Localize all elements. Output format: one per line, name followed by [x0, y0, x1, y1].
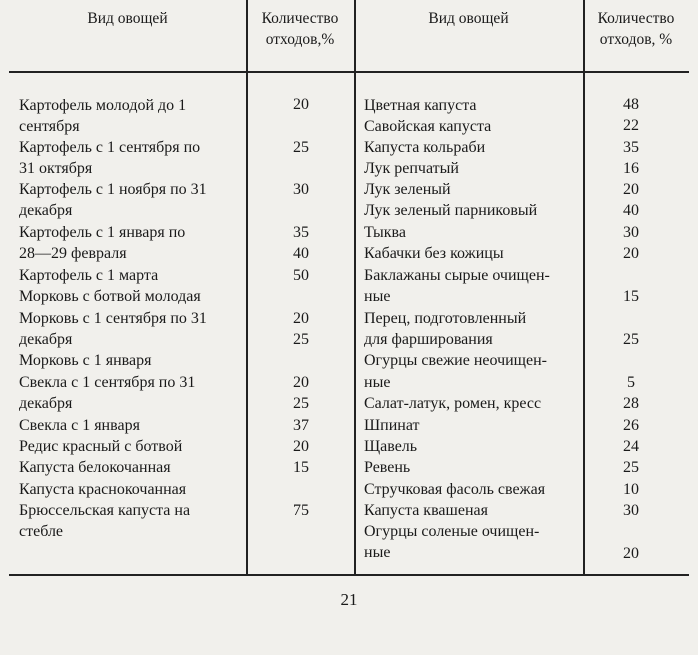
left-value: 15	[293, 459, 309, 476]
right-name: Капуста квашеная	[364, 502, 488, 519]
left-value: 25	[293, 139, 309, 156]
right-name: Огурцы свежие неочищен-	[364, 352, 547, 369]
right-value: 20	[623, 245, 639, 262]
left-value: 20	[293, 96, 309, 113]
left-value: 20	[293, 310, 309, 327]
right-value: 30	[623, 224, 639, 241]
header-qty-left-line2: отходов,%	[265, 31, 335, 48]
left-name: сентября	[19, 118, 80, 135]
right-name: Баклажаны сырые очищен-	[364, 267, 550, 284]
header-kind-right: Вид овощей	[428, 10, 509, 27]
right-value: 24	[623, 438, 639, 455]
header-qty-right-line1: Количество	[597, 10, 675, 27]
left-name: Морковь с 1 сентября по 31	[19, 310, 207, 327]
left-name: Картофель с 1 марта	[19, 267, 159, 284]
left-value: 75	[293, 502, 309, 519]
left-name: декабря	[19, 202, 73, 219]
left-value: 25	[293, 395, 309, 412]
right-value: 25	[623, 331, 639, 348]
left-name: Картофель с 1 января по	[19, 224, 186, 241]
right-name: Огурцы соленые очищен-	[364, 523, 540, 540]
left-name: декабря	[19, 395, 73, 412]
left-name: 31 октября	[19, 160, 93, 177]
right-value: 15	[623, 288, 639, 305]
right-name: для фарширования	[364, 331, 493, 348]
left-name: Свекла с 1 сентября по 31	[19, 374, 196, 391]
right-value: 10	[623, 481, 639, 498]
left-value: 25	[293, 331, 309, 348]
right-value: 28	[623, 395, 639, 412]
right-value: 5	[627, 374, 635, 391]
right-name: ные	[364, 374, 391, 391]
header-qty-right	[583, 8, 689, 50]
left-value: 35	[293, 224, 309, 241]
right-name: Стручковая фасоль свежая	[364, 481, 546, 498]
left-value: 20	[293, 374, 309, 391]
right-name: Лук зеленый	[364, 181, 451, 198]
page-number: 21	[340, 590, 358, 609]
right-name: Шпинат	[364, 417, 420, 434]
left-value: 50	[293, 267, 309, 284]
header-divider	[9, 71, 689, 73]
header-qty-left	[246, 8, 354, 50]
right-value: 30	[623, 502, 639, 519]
left-name: Редис красный с ботвой	[19, 438, 183, 455]
left-name: декабря	[19, 331, 73, 348]
right-name: ные	[364, 288, 391, 305]
right-value: 48	[623, 96, 639, 113]
left-name: Картофель молодой до 1	[19, 97, 187, 114]
right-name: Перец, подготовленный	[364, 310, 527, 327]
left-name: Свекла с 1 января	[19, 417, 140, 434]
column-divider	[583, 0, 585, 574]
left-name: Морковь с ботвой молодая	[19, 288, 201, 305]
left-name: Картофель с 1 ноября по 31	[19, 181, 207, 198]
right-value: 20	[623, 545, 639, 562]
right-value: 22	[623, 117, 639, 134]
right-name: Савойская капуста	[364, 118, 492, 135]
column-divider	[354, 0, 356, 574]
right-name: ные	[364, 544, 391, 561]
header-qty-left-line1: Количество	[261, 10, 339, 27]
right-name: Капуста кольраби	[364, 139, 486, 156]
left-value: 37	[293, 417, 309, 434]
right-name: Кабачки без кожицы	[364, 245, 504, 262]
right-name: Салат-латук, ромен, кресс	[364, 395, 542, 412]
header-kind-left: Вид овощей	[87, 10, 168, 27]
right-name: Лук репчатый	[364, 160, 459, 177]
header-qty-right-line2: отходов, %	[599, 31, 673, 48]
right-value: 40	[623, 202, 639, 219]
left-value: 40	[293, 245, 309, 262]
right-name: Цветная капуста	[364, 97, 477, 114]
right-name: Ревень	[364, 459, 411, 476]
left-name: Картофель с 1 сентября по	[19, 139, 201, 156]
left-value: 30	[293, 181, 309, 198]
right-value: 35	[623, 139, 639, 156]
column-divider	[246, 0, 248, 574]
left-name: 28—29 февраля	[19, 245, 127, 262]
left-value: 20	[293, 438, 309, 455]
right-value: 25	[623, 459, 639, 476]
right-name: Тыква	[364, 224, 406, 241]
right-name: Лук зеленый парниковый	[364, 202, 538, 219]
left-name: Капуста белокочанная	[19, 459, 171, 476]
right-name: Щавель	[364, 438, 418, 455]
right-value: 20	[623, 181, 639, 198]
right-value: 26	[623, 417, 639, 434]
left-name: стебле	[19, 523, 64, 540]
left-name: Морковь с 1 января	[19, 352, 152, 369]
right-value: 16	[623, 160, 639, 177]
vegetable-waste-table	[9, 0, 689, 576]
left-name: Брюссельская капуста на	[19, 502, 191, 519]
left-name: Капуста краснокочанная	[19, 481, 187, 498]
